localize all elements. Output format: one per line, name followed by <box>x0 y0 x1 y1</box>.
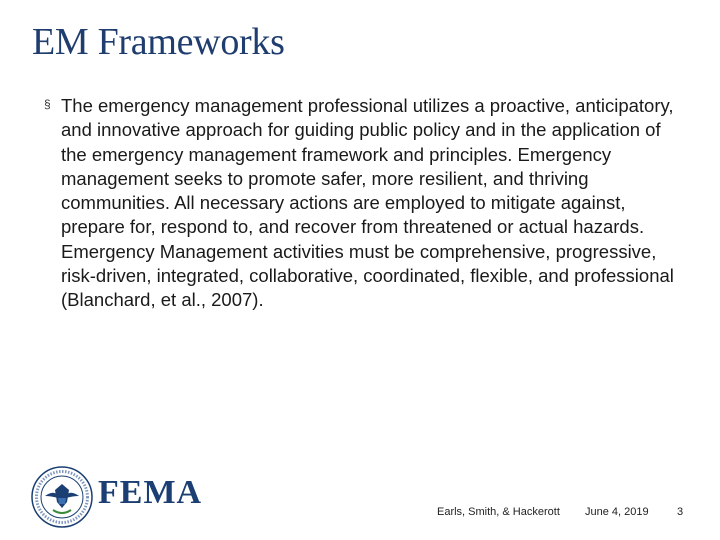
footer-authors: Earls, Smith, & Hackerott <box>437 506 560 518</box>
bullet-item <box>44 94 684 313</box>
bullet-text: The emergency management professional utilizes a proactive, anticipatory, and innovative approach for guiding public policy and in the application of the emergency management framework and principles. Emergency management seeks to promote safer, more resilient, and thriving communities. All necessary actions are employed to mitigate against, prepare for, respond to, and recover from threatened or actual hazards. Emergency Management activities must be comprehensive, progressive, risk-driven, integrated, collaborative, coordinated, flexible, and professional (Blanchard, et al., 2007). <box>61 95 674 311</box>
dhs-seal-icon <box>31 466 93 528</box>
bullet-marker: § <box>44 97 51 111</box>
footer-date: June 4, 2019 <box>585 506 649 518</box>
page-number: 3 <box>677 506 684 518</box>
slide-title: EM Frameworks <box>32 21 285 63</box>
fema-logo: FEMA <box>98 474 203 511</box>
